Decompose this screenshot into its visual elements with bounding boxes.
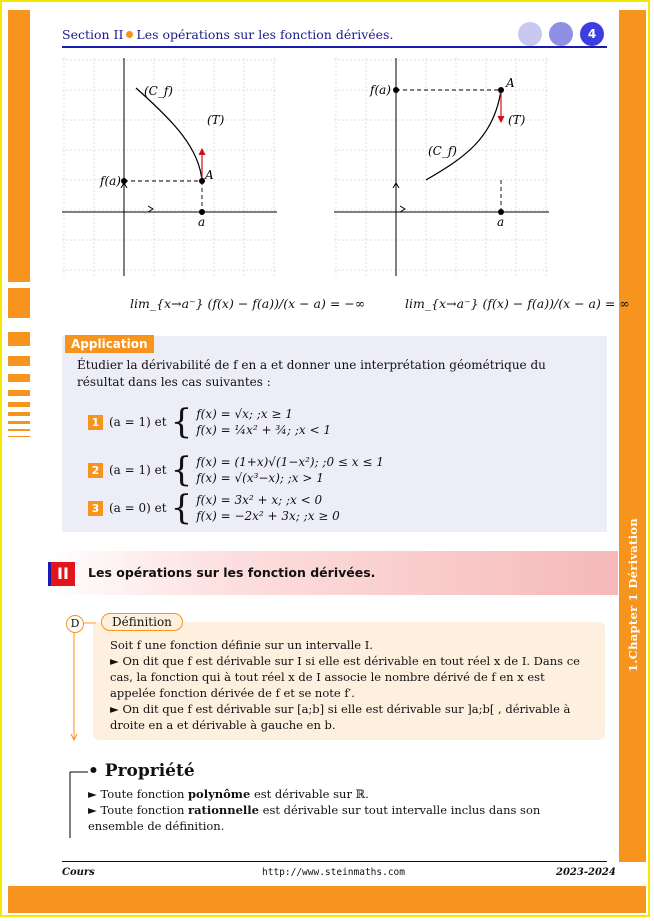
- left-bar: [8, 332, 30, 346]
- footer-rule: [62, 861, 607, 862]
- propriete-text: [88, 786, 593, 834]
- xlabel: a: [198, 215, 206, 229]
- point-label: A: [506, 76, 515, 90]
- left-bar: [8, 402, 30, 407]
- decor-circle: [549, 22, 573, 46]
- curve-label: (C_f): [428, 144, 457, 158]
- case-line: f(x) = √x; ;x ≥ 1: [196, 407, 293, 421]
- application-intro: Étudier la dérivabilité de f en a et donner une interprétation géométrique du résultat dans les cas suivantes :: [77, 358, 546, 389]
- bullet-icon: [126, 31, 133, 38]
- brace-icon: {: [170, 402, 193, 442]
- curve-cf: [426, 90, 501, 180]
- definition-paragraph: ► On dit que f est dérivable sur I si elle est dérivable en tout réel x de I. Dans ce cas, la fonction qui à tout réel x de I associe le nombre dérivé de f en x est appelée fonction dérivée de f et se note f′.: [110, 654, 580, 700]
- ylabel: f(a): [100, 174, 121, 188]
- point-a: [498, 87, 504, 93]
- left-bar: [8, 356, 30, 366]
- ylabel: f(a): [370, 83, 391, 97]
- case-condition: (a = 1) et: [109, 463, 167, 477]
- definition-tag: Définition: [101, 613, 183, 631]
- propriete-line: ► Toute fonction rationnelle est dérivable sur tout intervalle inclus dans son ensemble de définition.: [88, 803, 541, 833]
- left-bar: [8, 436, 30, 437]
- header-title: [62, 27, 393, 42]
- case-line: f(x) = ¼x² + ¾; ;x < 1: [196, 423, 331, 437]
- case-condition: (a = 1) et: [109, 415, 167, 429]
- definition-text: [110, 637, 590, 733]
- footer-link[interactable]: http://www.steinmaths.com: [262, 867, 405, 878]
- left-bar: [8, 412, 30, 416]
- footer-left: Cours: [62, 867, 95, 878]
- bottom-band: [8, 886, 646, 913]
- header-rule: [62, 46, 607, 48]
- propriete-title: • Propriété: [88, 761, 195, 781]
- left-bar: [8, 374, 30, 382]
- graph-left: [62, 58, 277, 276]
- case-line: f(x) = (1+x)√(1−x²); ;0 ≤ x ≤ 1: [196, 455, 384, 469]
- case-line: f(x) = −2x² + 3x; ;x ≥ 0: [196, 509, 340, 523]
- xlabel: a: [497, 215, 505, 229]
- left-bar: [8, 421, 30, 424]
- curve-cf: [136, 88, 202, 182]
- case-number: 2: [88, 463, 103, 478]
- tangent-label: (T): [207, 113, 225, 127]
- tangent-label: (T): [508, 113, 526, 127]
- left-bar: [8, 390, 30, 396]
- case-item: [88, 450, 384, 490]
- left-bar: [8, 288, 30, 318]
- limit-formula-left: lim_{x→a⁻} (f(x) − f(a))/(x − a) = −∞: [130, 296, 366, 311]
- left-bar: [8, 429, 30, 431]
- propriete-line: ► Toute fonction polynôme est dérivable sur ℝ.: [88, 787, 369, 801]
- case-item: [88, 402, 331, 442]
- application-tag: Application: [65, 335, 154, 353]
- section-title: Les opérations sur les fonction dérivées.: [136, 27, 394, 42]
- case-condition: (a = 0) et: [109, 501, 167, 515]
- point-label: A: [205, 168, 214, 182]
- footer-right: 2023-2024: [556, 867, 616, 878]
- decor-circle: [518, 22, 542, 46]
- section-label: Section II: [62, 27, 124, 42]
- section-number: II: [48, 562, 75, 586]
- definition-letter: D: [66, 615, 84, 633]
- brace-icon: {: [170, 488, 193, 528]
- case-line: f(x) = √(x³−x); ;x > 1: [196, 471, 324, 485]
- graph-right: [334, 58, 549, 276]
- case-item: [88, 488, 340, 528]
- definition-paragraph: ► On dit que f est dérivable sur [a;b] si elle est dérivable sur ]a;b[ , dérivable à droite en a et dérivable à gauche en b.: [110, 702, 571, 732]
- right-band: [619, 10, 646, 862]
- case-number: 1: [88, 415, 103, 430]
- definition-paragraph: Soit f une fonction définie sur un intervalle I.: [110, 638, 373, 652]
- brace-icon: {: [170, 450, 193, 490]
- page-number: 4: [580, 22, 604, 46]
- limit-formula-right: lim_{x→a⁻} (f(x) − f(a))/(x − a) = ∞: [405, 296, 630, 311]
- curve-label: (C_f): [144, 84, 173, 98]
- chapter-side-label: 1.Chapter 1 Dérivation: [625, 518, 640, 672]
- section-heading: Les opérations sur les fonction dérivées.: [88, 565, 376, 580]
- case-number: 3: [88, 501, 103, 516]
- case-line: f(x) = 3x² + x; ;x < 0: [196, 493, 323, 507]
- left-bar: [8, 10, 30, 282]
